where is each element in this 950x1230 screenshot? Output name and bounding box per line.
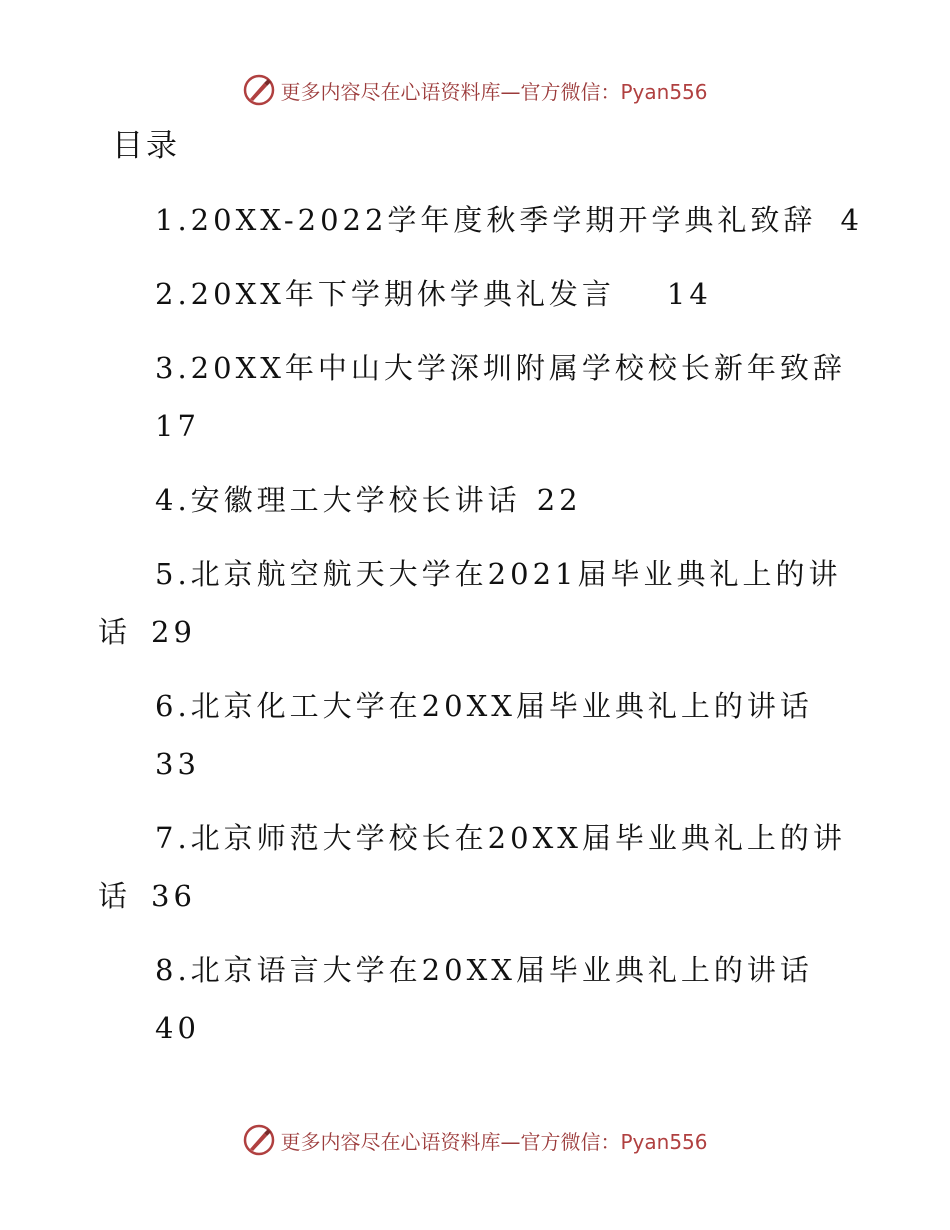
toc-entry-7-continuation[interactable] <box>98 874 196 918</box>
toc-entry-number: 1. <box>155 203 191 237</box>
toc-entry-3-page-line[interactable] <box>155 404 200 448</box>
toc-entry-number: 4. <box>155 483 191 517</box>
toc-entry-2[interactable] <box>155 272 712 316</box>
toc-entry-number: 6. <box>155 689 191 723</box>
toc-entry-8-page-line[interactable] <box>155 1006 200 1050</box>
toc-entry-1[interactable] <box>155 198 863 242</box>
toc-entry-page: 17 <box>155 409 200 443</box>
toc-entry-page: 4 <box>840 203 863 237</box>
toc-heading: 目录 <box>112 128 180 164</box>
toc-entry-title: 北京师范大学校长在20XX届毕业典礼上的讲 <box>190 821 846 855</box>
toc-entry-3[interactable] <box>155 346 846 390</box>
toc-entry-page: 29 <box>151 615 196 649</box>
toc-entry-4[interactable] <box>155 478 582 522</box>
toc-entry-8[interactable] <box>155 948 813 992</box>
toc-entry-7[interactable] <box>155 816 846 860</box>
toc-entry-5[interactable] <box>155 552 841 596</box>
toc-entry-title: 北京化工大学在20XX届毕业典礼上的讲话 <box>190 689 813 723</box>
pen-circle-icon <box>242 1123 276 1157</box>
watermark-text <box>280 76 707 105</box>
toc-entry-number: 5. <box>155 557 191 591</box>
toc-entry-page: 40 <box>155 1011 200 1045</box>
toc-entry-5-continuation[interactable] <box>98 610 196 654</box>
toc-entry-title: 20XX年中山大学深圳附属学校校长新年致辞 <box>190 351 846 385</box>
watermark-label: 更多内容尽在心语资料库—官方微信： <box>280 1129 621 1154</box>
toc-entry-number: 8. <box>155 953 191 987</box>
watermark-label: 更多内容尽在心语资料库—官方微信： <box>280 79 621 104</box>
toc-entry-title-cont: 话 <box>98 879 132 913</box>
toc-entry-number: 3. <box>155 351 191 385</box>
toc-entry-number: 2. <box>155 277 191 311</box>
toc-entry-number: 7. <box>155 821 191 855</box>
footer-watermark <box>0 1120 950 1160</box>
watermark-wechat-id: Pyan556 <box>620 79 708 104</box>
toc-entry-title: 安徽理工大学校长讲话 <box>190 483 521 517</box>
toc-entry-title: 20XX年下学期休学典礼发言 <box>190 277 615 311</box>
toc-entry-page: 33 <box>155 747 200 781</box>
toc-entry-6-page-line[interactable] <box>155 742 200 786</box>
header-watermark <box>0 70 950 110</box>
toc-entry-6[interactable] <box>155 684 813 728</box>
toc-entry-page: 36 <box>151 879 196 913</box>
watermark-wechat-id: Pyan556 <box>620 1129 708 1154</box>
toc-entry-title: 20XX-2022学年度秋季学期开学典礼致辞 <box>190 203 817 237</box>
watermark-text <box>280 1126 707 1155</box>
pen-circle-icon <box>242 73 276 107</box>
toc-entry-title-cont: 话 <box>98 615 132 649</box>
toc-entry-title: 北京航空航天大学在2021届毕业典礼上的讲 <box>190 557 842 591</box>
toc-entry-page: 14 <box>666 277 712 311</box>
toc-entry-page: 22 <box>536 483 582 517</box>
toc-entry-title: 北京语言大学在20XX届毕业典礼上的讲话 <box>190 953 813 987</box>
